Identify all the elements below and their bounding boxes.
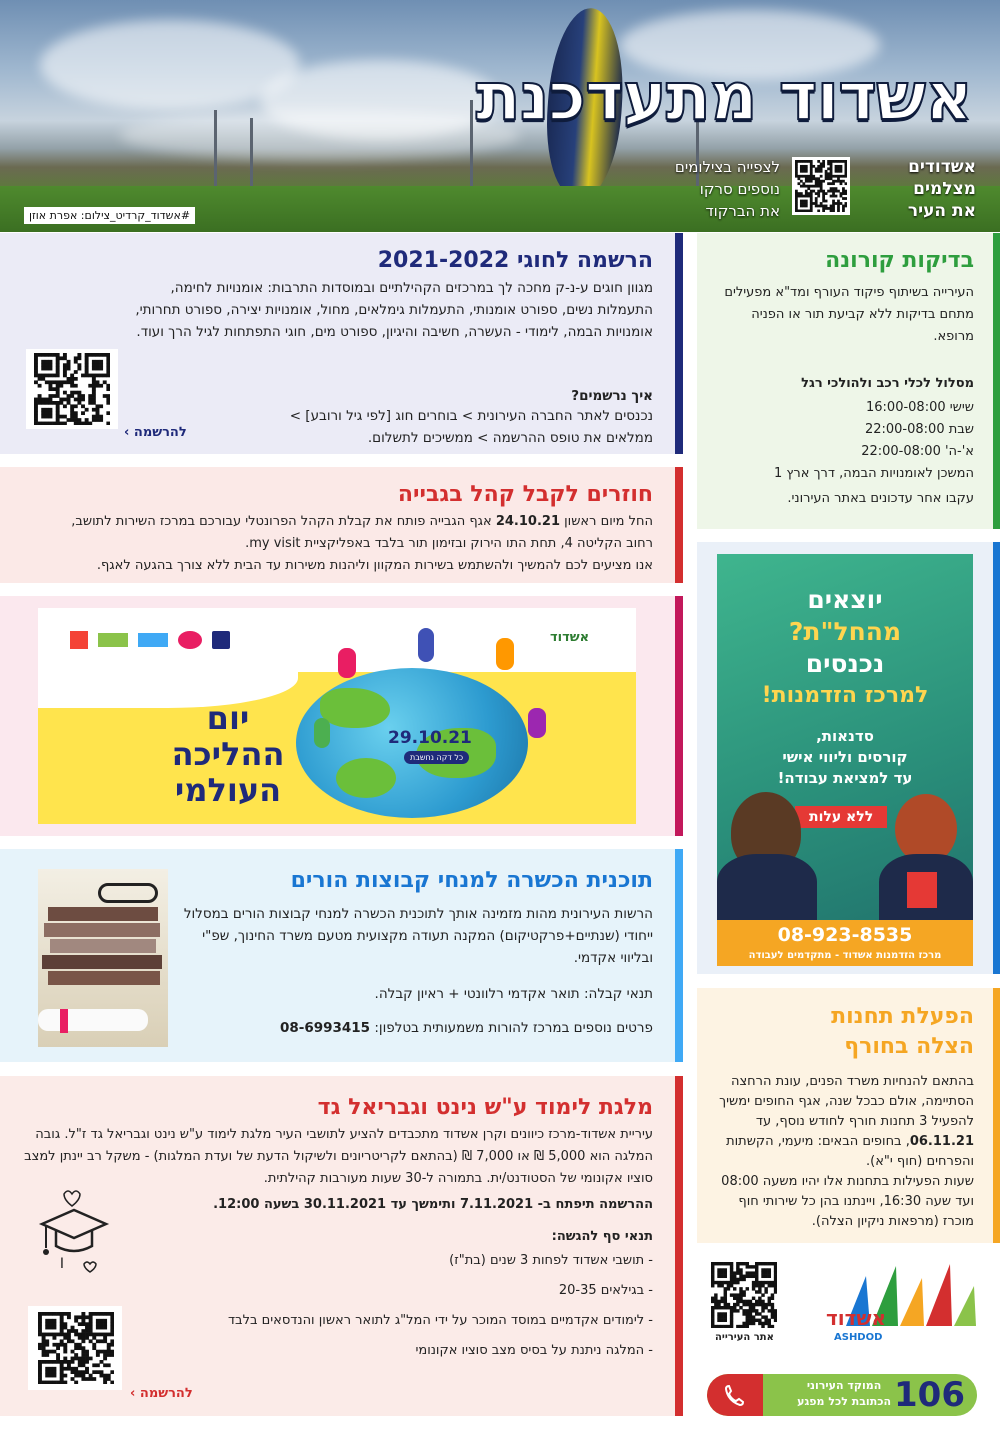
hotline-banner[interactable] xyxy=(707,1374,977,1416)
collection-title: חוזרים לקבל קהל בגבייה xyxy=(397,482,653,507)
jobs-box xyxy=(697,542,1000,974)
shelters-body: בהתאם להנחיות משרד הפנים, עונת הרחצה הסתיימה, אולם כבכל שנה, אגף החופים ימשיך להפעיל 3 תחנות חורף לחודש נוסף, עד 06.11.21, בחופים הבאים: מיעמי, הקשתות והפרחים (חוף י"א). xyxy=(719,1074,974,1169)
ashdod-logo-text-en: ASHDOD xyxy=(834,1332,883,1343)
ashdod-logo-text: אשדוד xyxy=(826,1306,887,1330)
photo-credit: #אשדוד_קרדיט_צילום: אפרת אוזן xyxy=(24,207,195,224)
training-box xyxy=(0,849,683,1062)
jobs-phone[interactable]: 08-923-8535 xyxy=(777,924,913,946)
training-contact: פרטים נוספים במרכז להורות משמעותית בטלפון: 08-6993415 xyxy=(279,1020,653,1036)
registration-qr-code[interactable] xyxy=(26,349,118,429)
scholarship-qr-code[interactable] xyxy=(28,1306,122,1390)
registration-link[interactable]: להרשמה › xyxy=(124,425,187,440)
header-view-text: לצפייה בצילומים נוספים סרקו את הברקוד xyxy=(674,158,780,220)
training-body: הרשות העירונית מהות מזמינה אותך לתוכנית הכשרה למנחי קבוצות הורים במסלול ייחודי (שנתיים+פרקטיקום) המקנה תעודה מקצועית מטעם משרד החינוך, שפ"י ובליווי אקדמי. xyxy=(183,906,653,966)
books-image xyxy=(38,869,168,1047)
scholarship-dates: ההרשמה תיפתח ב- 7.11.2021 ותימשך עד 30.11.2021 בשעה 12:00. xyxy=(213,1197,653,1212)
registration-how-title: איך נרשמים? xyxy=(571,388,653,404)
registration-body: מגוון חוגים ע-נ-ק מחכה לך במרכזים הקהילתיים ובמוסדות התרבות: אומנויות לחימה, התעמלות נשים, ספורט אומנותי, התעמלות גימלאים, מחול, אומנויות יצירה, ספורט תחרותי, אומנויות הבמה, לימודי - העשרה, חשיבה והיגיון, ספורט מים, חוגי התפתחות לגיל הרך ועוד. xyxy=(135,280,653,340)
scholarship-box xyxy=(0,1076,683,1416)
footer-area xyxy=(697,1250,1000,1430)
registration-box xyxy=(0,233,683,454)
collection-box xyxy=(0,467,683,583)
jobs-headline: יוצאים מהחל"ת? נכנסים למרכז הזדמנות! xyxy=(761,585,929,708)
header-subtitle: אשדודים מצלמים את העיר xyxy=(907,157,976,221)
ashdod-logo xyxy=(826,1256,986,1366)
hotline-number: 106 xyxy=(894,1375,965,1415)
collection-body: החל מיום ראשון 24.10.21 אגף הגבייה פותח את קבלת הקהל הפרונטלי עבורכם במרכז השירות לתושב, רחוב הקליטה 4, תחת התו הירוק ובזימון תור בלבד באפליקציית my visit. אנו מציעים לכם להמשיך ולהשתמש בשירות המקוון וליהנות משירות עד הבית ללא צורך בהגעה לאגף. xyxy=(71,514,653,573)
corona-title: בדיקות קורונה xyxy=(825,248,974,273)
registration-how: נכנסים לאתר החברה העירונית > בוחרים חוג [לפי גיל ורובע] > ממלאים את טופס ההרשמה > ממשיכים לתשלום. xyxy=(289,408,653,446)
training-phone: 08-6993415 xyxy=(279,1020,371,1036)
walking-tag: כל דקה נחשבת xyxy=(404,751,469,764)
scholarship-criteria-title: תנאי סף להגשה: xyxy=(551,1229,653,1244)
corona-hours: שישי 16:00-08:00 שבת 22:00-08:00 א'-ה' 22:00-08:00 המשכן לאומנויות הבמה, דרך ארץ 1 xyxy=(773,400,974,481)
phone-icon xyxy=(707,1374,763,1416)
city-site-label: אתר העירייה xyxy=(715,1332,774,1343)
hotline-text: המוקד העירוני הכתובת לכל מפגע xyxy=(797,1379,891,1408)
walking-logo: אשדוד xyxy=(550,630,590,645)
shelters-title: הפעלת תחנות הצלה בחורף xyxy=(831,1004,974,1059)
scholarship-body: עיריית אשדוד-מרכז כיוונים וקרן אשדוד מתכבדים להציע לתושבי העיר מלגת לימוד ע"ש נינט וגבריאל גד ז"ל. גובה המלגה הוא 5,000 ₪ או 7,000 ₪ (בהתאם לקריטריונים ולשיקול הדעת של ועדת המלגות) - משקל רב יינתן למצב סוציו אקונומי של הסטודנט/ית. בתמורה ל-30 שעות מעורבות קהילתית. xyxy=(24,1127,653,1186)
jobs-offer: סדנאות, קורסים וליווי אישי עד למציאת עבודה! xyxy=(777,727,913,787)
corona-box xyxy=(697,233,1000,529)
corona-footer: עקבו אחר עדכונים באתר העירוני. xyxy=(787,491,974,506)
shelters-hours: שעות הפעילות בתחנות אלו יהיו משעה 08:00 ועד שעה 16:30, ויינתנו בהן כל שירותי חוף מוכרז (מרפאות ניקיון הצלה). xyxy=(721,1174,974,1229)
walking-banner xyxy=(38,608,636,824)
training-title: תוכנית הכשרה למנחי קבוצות הורים xyxy=(290,868,653,893)
walking-box xyxy=(0,596,683,836)
walking-title: יום ההליכה העולמי xyxy=(171,699,285,809)
jobs-footer: מרכז הזדמנות אשדוד - מתקדמים לעבודה xyxy=(748,950,942,961)
training-conditions: תנאי קבלה: תואר אקדמי רלוונטי + ראיון קבלה. xyxy=(374,986,653,1002)
svg-text:I: I xyxy=(59,1256,64,1272)
sponsor-logos xyxy=(50,628,230,652)
scholarship-criteria: - תושבי אשדוד לפחות 3 שנים (בת"ז) - בגילאים 20-35 - לימודים אקדמיים במוסד המוכר על ידי המל"ג לתואר ראשון והנדסאים בלבד - המלגה ניתנת על בסיס מצב סוציו אקונומי xyxy=(227,1253,653,1358)
city-site-qr-code[interactable] xyxy=(707,1262,777,1330)
jobs-free-badge: ללא עלות xyxy=(795,806,887,828)
scholarship-title: מלגת לימוד ע"ש נינט וגבריאל גד xyxy=(317,1095,653,1120)
page-title: אשדוד מתעדכנת xyxy=(475,58,972,135)
registration-title: הרשמה לחוגי 2021-2022 xyxy=(377,248,653,273)
shelters-box xyxy=(697,988,1000,1243)
jobs-ad xyxy=(717,554,973,966)
header-qr-code[interactable] xyxy=(792,157,850,215)
walking-date: 29.10.21 xyxy=(388,728,472,748)
corona-intro: העירייה בשיתוף פיקוד העורף ומד"א מפעילים מתחם בדיקות ללא קביעת תור או הפניה מרופא. xyxy=(724,285,974,344)
graduation-cap-icon xyxy=(34,1186,114,1276)
corona-route-title: מסלול לכלי רכב ולהולכי רגל xyxy=(801,376,974,391)
scholarship-link[interactable]: להרשמה › xyxy=(130,1386,193,1401)
